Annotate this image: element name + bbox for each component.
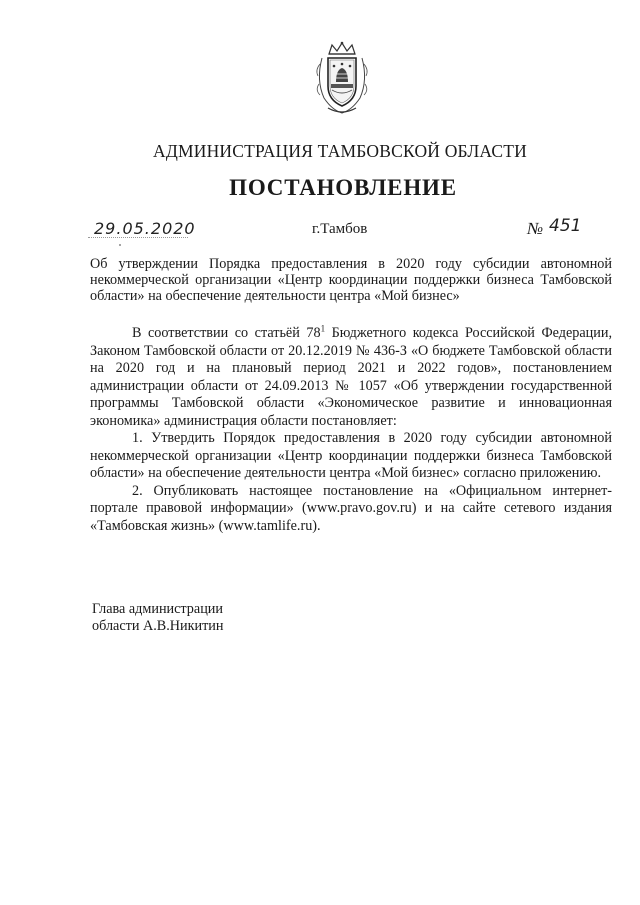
scan-dot — [119, 244, 121, 246]
signature-block — [92, 601, 223, 635]
organization-name: АДМИНИСТРАЦИЯ ТАМБОВСКОЙ ОБЛАСТИ — [153, 141, 527, 161]
document-body — [90, 325, 612, 535]
signature-name: области А.В.Никитин — [92, 618, 224, 634]
document-city: г.Тамбов — [312, 221, 368, 237]
date-underline — [88, 236, 188, 238]
item-2-paragraph: 2. Опубликовать настоящее постановление на «Официальном интернет-портале правовой информации» (www.pravo.gov.ru) и на сайте сетевого издания «Тамбовская жизнь» (www.tamlife.ru). — [90, 482, 612, 534]
article-superscript: 1 — [320, 323, 326, 334]
item-1-paragraph: 1. Утвердить Порядок предоставления в 2020 году субсидии автономной некоммерческой организации «Центр координации поддержки бизнеса Тамбовской области» на обеспечение деятельности центра «Мой бизнес» согласно приложению. — [90, 430, 612, 481]
preamble-paragraph — [90, 325, 612, 430]
signature-position: Глава администрации — [92, 601, 223, 617]
document-number: 451 — [549, 216, 582, 236]
number-sign: № — [527, 219, 544, 238]
coat-of-arms-icon — [312, 40, 372, 116]
preamble-text-end: Бюджетного кодекса Российской Федерации, Законом Тамбовской области от 20.12.2019 № 436-З «О бюджете Тамбовской области на 2020 год и на плановый период 2021 и 2022 годов», постановлением администрации области от 24.09.2013 № 1057 «Об утверждении государственной программы Тамбовской области «Экономическое развитие и инновационная экономика» администрация области постановляет: — [90, 325, 612, 429]
preamble-text-start: В соответствии со статьёй 78 — [132, 325, 321, 341]
document-subject: Об утверждении Порядка предоставления в 2020 году субсидии автономной некоммерческой организации «Центр координации поддержки бизнеса Тамбовской области» на обеспечение деятельности центра «Мой бизнес» — [90, 256, 612, 304]
document-date: 29.05.2020 — [94, 219, 196, 238]
document-type: ПОСТАНОВЛЕНИЕ — [229, 175, 457, 200]
